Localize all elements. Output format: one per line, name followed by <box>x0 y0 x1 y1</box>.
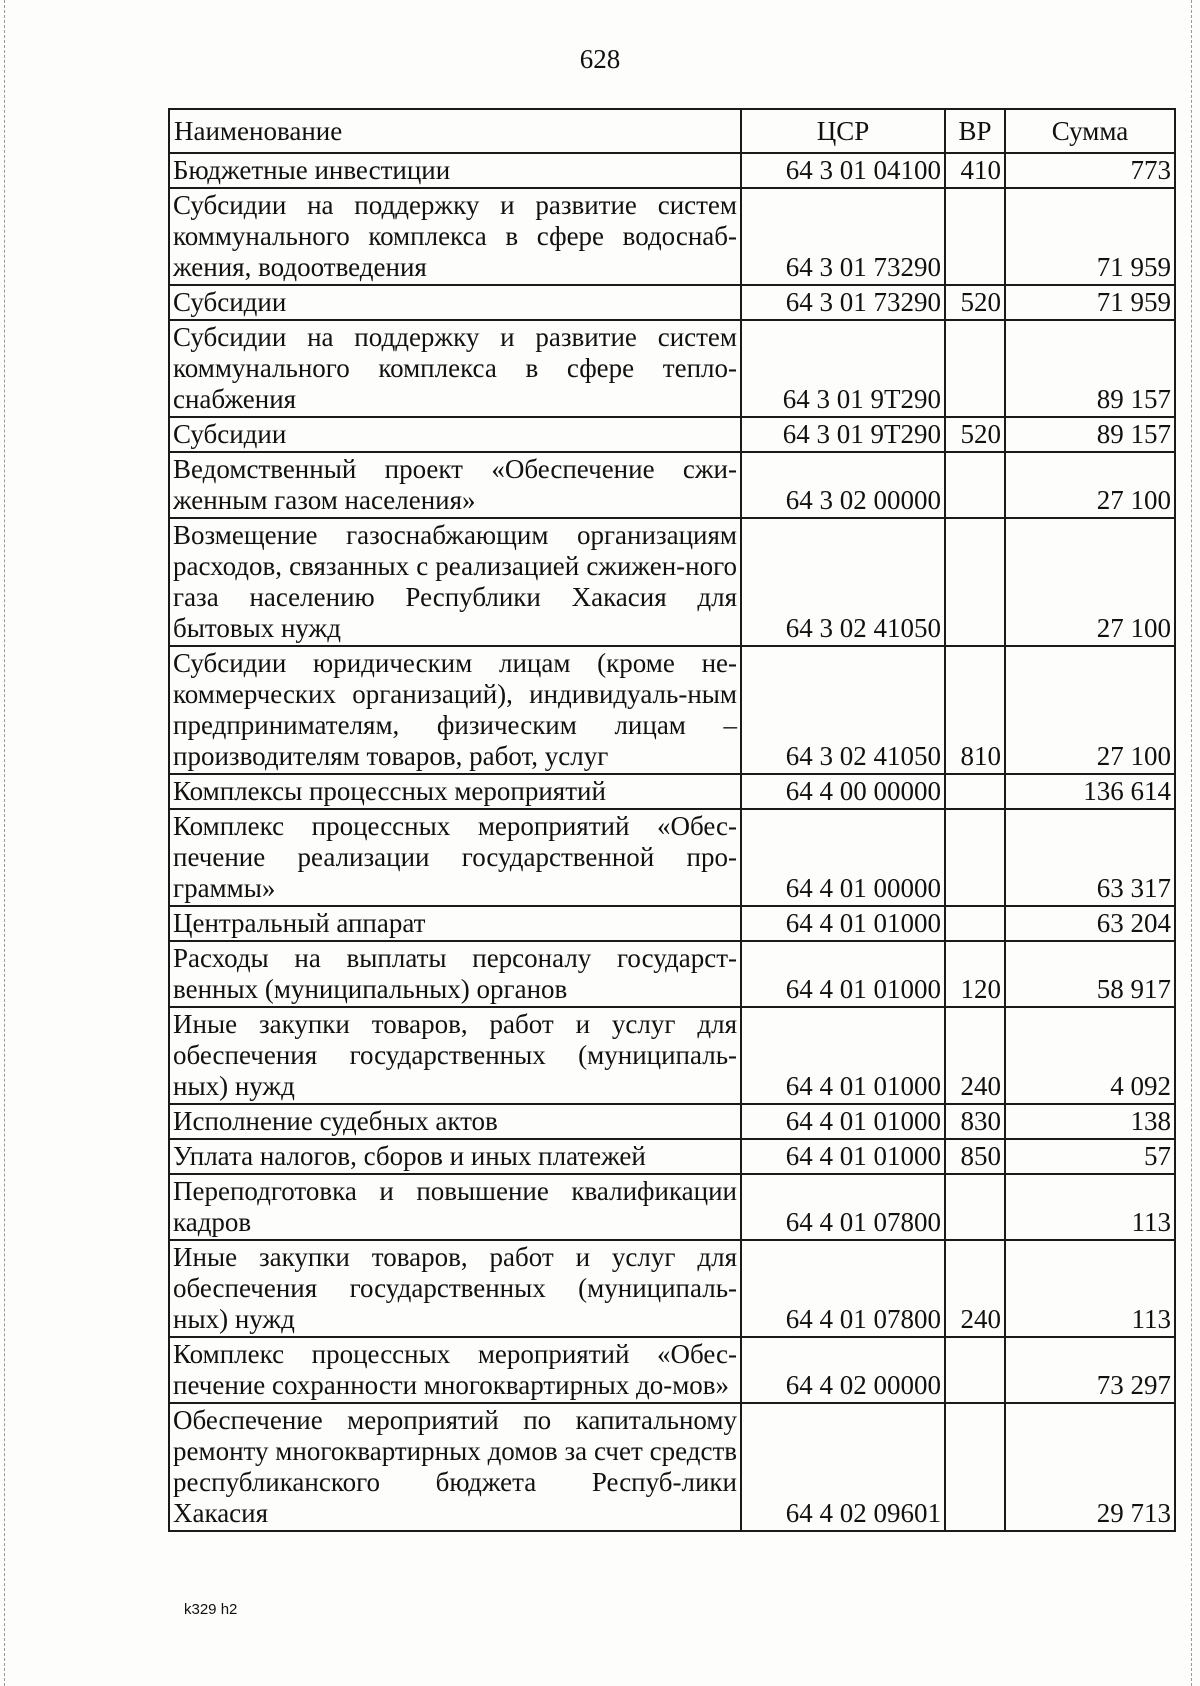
cell-sum: 773 <box>1005 153 1175 188</box>
cell-name: Иные закупки товаров, работ и услуг для обеспечения государственных (муниципаль-ных) нужд <box>169 1007 741 1104</box>
table-row <box>169 417 1175 452</box>
cell-csr: 64 3 01 04100 <box>741 153 945 188</box>
cell-csr: 64 4 01 01000 <box>741 1139 945 1174</box>
scan-edge-left <box>4 0 5 1686</box>
cell-name: Центральный аппарат <box>169 906 741 941</box>
table-row <box>169 774 1175 809</box>
cell-csr: 64 4 01 01000 <box>741 906 945 941</box>
cell-name: Переподготовка и повышение квалификации кадров <box>169 1174 741 1240</box>
cell-sum: 113 <box>1005 1240 1175 1337</box>
header-csr: ЦСР <box>741 109 945 153</box>
scan-edge-right <box>1191 0 1192 1686</box>
cell-name: Ведомственный проект «Обеспечение сжи-женным газом населения» <box>169 452 741 518</box>
table-row <box>169 906 1175 941</box>
table-row <box>169 1104 1175 1139</box>
cell-sum: 71 959 <box>1005 285 1175 320</box>
table-row <box>169 1337 1175 1403</box>
cell-name: Комплекс процессных мероприятий «Обес-печение сохранности многоквартирных до-мов» <box>169 1337 741 1403</box>
cell-vr <box>945 906 1005 941</box>
cell-sum: 27 100 <box>1005 646 1175 774</box>
cell-vr <box>945 452 1005 518</box>
header-sum: Сумма <box>1005 109 1175 153</box>
cell-name: Расходы на выплаты персоналу государст-венных (муниципальных) органов <box>169 941 741 1007</box>
cell-vr: 410 <box>945 153 1005 188</box>
cell-sum: 63 204 <box>1005 906 1175 941</box>
cell-csr: 64 4 01 01000 <box>741 1007 945 1104</box>
cell-name: Комплекс процессных мероприятий «Обес-печение реализации государственной про-граммы» <box>169 809 741 906</box>
cell-vr <box>945 774 1005 809</box>
cell-csr: 64 3 02 00000 <box>741 452 945 518</box>
cell-name: Возмещение газоснабжающим организациям расходов, связанных с реализацией сжижен-ного газа населению Республики Хакасия для бытовых нужд <box>169 518 741 646</box>
table-row <box>169 153 1175 188</box>
cell-vr <box>945 188 1005 285</box>
table-row <box>169 320 1175 417</box>
cell-vr: 240 <box>945 1007 1005 1104</box>
cell-sum: 29 713 <box>1005 1403 1175 1531</box>
cell-sum: 73 297 <box>1005 1337 1175 1403</box>
cell-vr: 810 <box>945 646 1005 774</box>
cell-sum: 4 092 <box>1005 1007 1175 1104</box>
table-row <box>169 1139 1175 1174</box>
cell-csr: 64 4 02 09601 <box>741 1403 945 1531</box>
table-row <box>169 1403 1175 1531</box>
cell-sum: 27 100 <box>1005 452 1175 518</box>
cell-sum: 57 <box>1005 1139 1175 1174</box>
cell-name: Субсидии <box>169 285 741 320</box>
cell-csr: 64 3 01 9Т290 <box>741 320 945 417</box>
cell-name: Субсидии на поддержку и развитие систем коммунального комплекса в сфере водоснаб-жения, водоотведения <box>169 188 741 285</box>
cell-csr: 64 4 01 07800 <box>741 1240 945 1337</box>
table-row <box>169 452 1175 518</box>
budget-table <box>168 108 1176 1532</box>
cell-csr: 64 3 01 73290 <box>741 285 945 320</box>
cell-sum: 113 <box>1005 1174 1175 1240</box>
cell-sum: 89 157 <box>1005 417 1175 452</box>
cell-name: Иные закупки товаров, работ и услуг для обеспечения государственных (муниципаль-ных) нужд <box>169 1240 741 1337</box>
cell-vr <box>945 320 1005 417</box>
cell-name: Субсидии <box>169 417 741 452</box>
cell-csr: 64 3 02 41050 <box>741 646 945 774</box>
cell-csr: 64 4 01 01000 <box>741 941 945 1007</box>
page-number: 628 <box>579 44 621 74</box>
cell-vr: 520 <box>945 285 1005 320</box>
cell-vr: 520 <box>945 417 1005 452</box>
cell-vr: 830 <box>945 1104 1005 1139</box>
cell-csr: 64 4 01 01000 <box>741 1104 945 1139</box>
cell-csr: 64 4 01 00000 <box>741 809 945 906</box>
cell-name: Бюджетные инвестиции <box>169 153 741 188</box>
table-row <box>169 188 1175 285</box>
table-row <box>169 1240 1175 1337</box>
cell-csr: 64 3 02 41050 <box>741 518 945 646</box>
cell-csr: 64 4 01 07800 <box>741 1174 945 1240</box>
cell-sum: 138 <box>1005 1104 1175 1139</box>
footer-code: k329 h2 <box>184 1601 238 1618</box>
cell-sum: 71 959 <box>1005 188 1175 285</box>
cell-vr <box>945 809 1005 906</box>
cell-sum: 136 614 <box>1005 774 1175 809</box>
cell-name: Обеспечение мероприятий по капитальному ремонту многоквартирных домов за счет средств республиканского бюджета Респуб-лики Хакасия <box>169 1403 741 1531</box>
table-body <box>169 153 1175 1531</box>
cell-csr: 64 4 00 00000 <box>741 774 945 809</box>
cell-csr: 64 3 01 9Т290 <box>741 417 945 452</box>
cell-sum: 89 157 <box>1005 320 1175 417</box>
cell-name: Комплексы процессных мероприятий <box>169 774 741 809</box>
cell-vr <box>945 1174 1005 1240</box>
cell-sum: 27 100 <box>1005 518 1175 646</box>
header-vr: ВР <box>945 109 1005 153</box>
cell-name: Субсидии на поддержку и развитие систем коммунального комплекса в сфере тепло-снабжения <box>169 320 741 417</box>
cell-vr: 850 <box>945 1139 1005 1174</box>
cell-sum: 63 317 <box>1005 809 1175 906</box>
cell-vr: 240 <box>945 1240 1005 1337</box>
cell-name: Исполнение судебных актов <box>169 1104 741 1139</box>
cell-vr <box>945 1337 1005 1403</box>
cell-vr <box>945 518 1005 646</box>
cell-csr: 64 4 02 00000 <box>741 1337 945 1403</box>
table-row <box>169 1174 1175 1240</box>
table-row <box>169 646 1175 774</box>
table-header-row <box>169 109 1175 153</box>
cell-name: Субсидии юридическим лицам (кроме не-коммерческих организаций), индивидуаль-ным предпринимателям, физическим лицам – производителям товаров, работ, услуг <box>169 646 741 774</box>
table-row <box>169 518 1175 646</box>
table-row <box>169 1007 1175 1104</box>
cell-vr: 120 <box>945 941 1005 1007</box>
header-name: Наименование <box>169 109 741 153</box>
table-row <box>169 941 1175 1007</box>
cell-sum: 58 917 <box>1005 941 1175 1007</box>
cell-name: Уплата налогов, сборов и иных платежей <box>169 1139 741 1174</box>
table-row <box>169 809 1175 906</box>
cell-vr <box>945 1403 1005 1531</box>
cell-csr: 64 3 01 73290 <box>741 188 945 285</box>
table-row <box>169 285 1175 320</box>
